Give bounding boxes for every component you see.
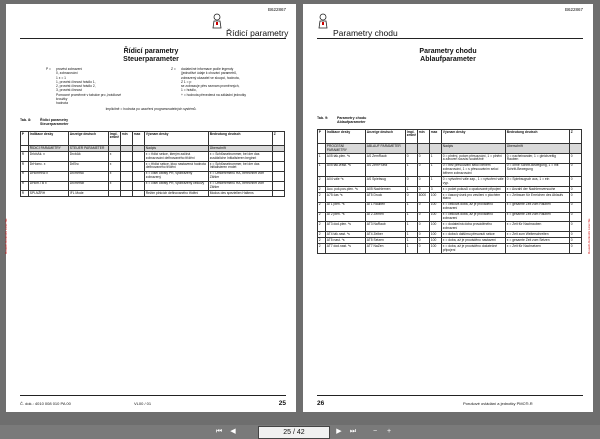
page-25 [6, 4, 296, 412]
legend-text: 1 = hrádlo, [181, 88, 197, 93]
table-cell: ABLAUF PARAMETER [366, 144, 406, 154]
table-row [318, 244, 582, 254]
table-cell: 0 [570, 187, 582, 193]
table-cell: x = Umkehrmenü HA, berechnet vom Zähler [209, 171, 273, 181]
column-header: Z [570, 130, 582, 144]
table-cell: 0 [418, 187, 430, 193]
legend-text: 0, zobrazování [56, 71, 78, 76]
table-cell: DHcmHNc x [29, 171, 69, 181]
table-row [318, 212, 582, 222]
table-cell: x [109, 161, 121, 171]
table-cell: x = časový úsek pro zesílení v plochém stavu [442, 193, 506, 203]
table-cell: AT5 nast. *s [326, 238, 366, 244]
table-cell: R [21, 191, 29, 197]
header-rule [317, 38, 583, 39]
table-cell: 0 [570, 244, 582, 254]
legend-text: se zobrazuje přes seznam proměnných, [181, 84, 240, 89]
table-cell: Aco. pok.pos.plen. *s [326, 187, 366, 193]
note: Implicitně = hodnota po uzavření programovatelných systémů. [105, 107, 197, 111]
table-cell [273, 191, 285, 197]
table-cell: 0 [570, 153, 582, 163]
table-cell: x = celková doba, až je prováděno zobrazení [442, 202, 506, 212]
table-cell [318, 144, 326, 154]
table-cell: AT3 dod.plen. *s [326, 222, 366, 232]
table-cell: AT2 plen. *s [326, 212, 366, 222]
table-caption: Tab. 9: Parametry chodu Ablaufparameter [317, 116, 367, 125]
table-cell: DrHomc. x [29, 161, 69, 171]
table-row [318, 222, 582, 232]
table-cell: x = Schlüsselnummer, bei der das zusätzliche Initialisieren beginnt [209, 152, 273, 162]
table-cell: 1 [406, 202, 418, 212]
table-cell: 1 [406, 212, 418, 222]
page-number: 26 [317, 400, 325, 407]
table-cell: x = Schlüsselnummer, bei der das Initialisieren endet [209, 161, 273, 171]
table-cell: 2 [318, 238, 326, 244]
table-cell: x = Anzahl der Nachlernversuche [506, 187, 570, 193]
table-cell: 0 [418, 232, 430, 238]
table-cell: 2 [318, 222, 326, 232]
table-cell: A05 ták.plen. *s [326, 153, 366, 163]
legend-text: 3, provést činnost [56, 88, 82, 93]
table-cell: x = doba, až je prováděno dodatečné připojení [442, 244, 506, 254]
table-cell: 100 [430, 193, 442, 203]
column-header: Impl. zmíně [109, 132, 121, 146]
table-cell: R [21, 171, 29, 181]
prev-page-button[interactable]: ◀ [230, 428, 236, 435]
column-header: Anzeige deutsch [366, 130, 406, 144]
table-cell: x = gesamte Zeit zum Setzen [506, 238, 570, 244]
table-cell: 0 [418, 212, 430, 222]
doc-id: B622867 [267, 7, 286, 12]
table-cell: 0 [406, 177, 418, 187]
viewer-toolbar [0, 425, 600, 439]
table-cell: 1 [430, 153, 442, 163]
zoom-out-button[interactable]: − [372, 428, 378, 435]
table-cell [273, 181, 285, 191]
table-cell: AS ZemRaub [366, 153, 406, 163]
table-cell: 0 [418, 153, 430, 163]
table-cell: 1 [406, 187, 418, 193]
table-cell: 1 [430, 177, 442, 187]
legend-left [46, 67, 156, 106]
table-row [21, 191, 285, 197]
table-cell [121, 161, 133, 171]
zoom-in-button[interactable]: + [386, 428, 392, 435]
table-cell: 2 [318, 232, 326, 238]
table-cell: 100 [430, 232, 442, 238]
legend-text: zobrazený ukazatel ve sloupci, hodnota, [181, 75, 240, 80]
table-row [318, 144, 582, 154]
table-cell: 100 [430, 238, 442, 244]
table-cell: R [21, 181, 29, 191]
table-cell: 0 [406, 193, 418, 203]
table-cell: DrcmHNc [69, 171, 109, 181]
table-cell: ŘÍDICÍ PARAMETRY [29, 146, 69, 152]
table-cell: 1 [430, 163, 442, 177]
table-cell: 0 [406, 153, 418, 163]
column-header: Bedeutung deutsch [209, 132, 273, 146]
column-header: max [430, 130, 442, 144]
column-header: Impl. zmíně [406, 130, 418, 144]
margin-note: Rousch-Kontrolní Liner SE [4, 218, 8, 254]
page-title: Řídicí parametry Steuerparameter [123, 48, 179, 63]
table-cell [121, 171, 133, 181]
table-cell: x = dodatečná doba prováděného zobrazení [442, 222, 506, 232]
table-cell [133, 181, 145, 191]
legend-text: (jednotlivé údaje k chování parametrů, [181, 71, 237, 76]
legend-text: Z 1 = p [181, 79, 192, 84]
table-cell: 100 [430, 244, 442, 254]
header-title: Řídicí parametry [226, 28, 289, 38]
table-cell: AT7 NaZen [366, 244, 406, 254]
table-cell: R [21, 152, 29, 162]
table-cell: x = Umkehrmenü HA, berechnet vom Zähler [209, 181, 273, 191]
table-cell: 0 [570, 202, 582, 212]
legend-text: kroužky [56, 97, 68, 102]
table-cell: DHcm.TB x [29, 181, 69, 191]
table-cell: A75 čas *s [326, 193, 366, 203]
table-cell: 0 [570, 212, 582, 222]
table-row [318, 163, 582, 177]
table-cell: AT1 Rauben [366, 202, 406, 212]
page-title: Parametry chodu Ablaufparameter [419, 48, 477, 63]
table-cell: A05 ták.vrast. *s [326, 163, 366, 177]
footer-version: VL00 / 01 [134, 401, 152, 406]
table-cell: SPLNŽRH [29, 191, 69, 197]
table-row [21, 181, 285, 191]
table-cell: AT2 Zemen [366, 212, 406, 222]
table-cell: 0 [418, 222, 430, 232]
page-number: 25 [278, 400, 286, 407]
table-cell: 0 = ohne Schritt-Bewegung, 1 = mit Schritt-Bewegung [506, 163, 570, 177]
table-cell [121, 181, 133, 191]
legend-text: 1, provést činnost hrádlo 1, [56, 79, 96, 84]
table-cell: x = doba k dalšímu přesunutí sekce [442, 232, 506, 238]
table-cell: 0 = Spiebsugsch aus, 1 = ein [506, 177, 570, 187]
table-cell: x = čísel obraty PR, vyobrazený celkový [145, 181, 209, 191]
table-cell [430, 144, 442, 154]
table-cell: PROCESNÍ PARAMETRY [326, 144, 366, 154]
table-cell [121, 191, 133, 197]
table-cell: x = Zeitraum für Erreichen des Ablaufs [506, 193, 570, 203]
table-cell: 1 [406, 244, 418, 254]
table-cell [133, 171, 145, 181]
table-cell [109, 191, 121, 197]
legend-text: hodnota [56, 101, 68, 106]
table-cell: 2 [318, 212, 326, 222]
table-cell: 0 [570, 232, 582, 238]
table-row [21, 161, 285, 171]
page-26 [303, 4, 593, 412]
table-cell: Nadpis [442, 144, 506, 154]
table-cell [406, 144, 418, 154]
table-cell: Modus des speziellen Haltens [209, 191, 273, 197]
footer-title: Porušové ovládání a jednotky PMC®-R [463, 401, 533, 406]
operator-icon [317, 13, 329, 29]
table-cell: 0 [418, 238, 430, 244]
table-cell [133, 191, 145, 197]
table-row [318, 193, 582, 203]
column-header: Indikace desky [326, 130, 366, 144]
table-cell: AT5 Setzen [366, 238, 406, 244]
table-cell: 1 [318, 163, 326, 177]
table-cell: 0 = plnění, potom přesouvání, 1 = plnění a zároveň souvisí souběžně [442, 153, 506, 163]
table-cell: 0 [570, 177, 582, 187]
table-cell: 1 [406, 163, 418, 177]
table-cell: 0 [570, 238, 582, 244]
table-cell: 100 [430, 202, 442, 212]
legend-code: P = [46, 67, 51, 71]
table-cell: x = řídicí sekce, kterým začíná zobrazování definovaného třídění [145, 152, 209, 162]
table-cell: 3 [430, 187, 442, 193]
page-indicator-input[interactable]: 25 / 42 [258, 426, 330, 439]
table-cell: AT5 Druck [366, 193, 406, 203]
table-cell: 0 = vytvoření vále zap., 1 = vytvoření vále vyp. [442, 176, 504, 185]
table-cell: 2 [318, 244, 326, 254]
table-cell: DrlcbAk. x [29, 152, 69, 162]
column-header: Z [273, 132, 285, 146]
column-header: Anzeige deutsch [69, 132, 109, 146]
legend-text: 2, provést činnost hrádlo 2, [56, 84, 96, 89]
column-header: Bedeutung deutsch [506, 130, 570, 144]
table-cell: 0 [418, 163, 430, 177]
table-cell: 0 [418, 244, 430, 254]
doc-id: B622867 [564, 7, 583, 12]
table-cell: x [109, 171, 121, 181]
table-cell: 100 [430, 222, 442, 232]
first-page-button[interactable]: ⏮ [215, 428, 223, 435]
table-cell [273, 171, 285, 181]
table-row [21, 171, 285, 181]
table-cell: 1 [406, 238, 418, 244]
table-cell: x = počet pokusů o opakované připojení [442, 187, 506, 193]
table-row [21, 152, 285, 162]
table-cell: 0 [418, 202, 430, 212]
table-cell: x = gesamte Zeit zum Rauben [506, 212, 570, 222]
table-cell [418, 144, 430, 154]
table-cell: Nadpis [145, 146, 209, 152]
operator-icon [211, 13, 223, 29]
table-cell [273, 152, 285, 162]
table-cell: 0 [570, 163, 582, 177]
legend-text: dodatečné informace podle legendy [181, 67, 234, 71]
table-cell: 0 [570, 222, 582, 232]
footer-rule [317, 395, 583, 396]
table-cell: x = doba, až je prováděno nastavení [442, 238, 506, 244]
table-cell: DrEhc [69, 161, 109, 171]
steuerparameter-table [20, 131, 285, 197]
table-cell: x = Zeit zum Weiterschreiten [506, 232, 570, 238]
ablaufparameter-table [317, 129, 582, 254]
table-cell: AT4 Zeiber [366, 232, 406, 238]
column-header: P [318, 130, 326, 144]
table-cell [570, 144, 582, 154]
legend-text: + = hodnota převedená na základní jednotky [181, 92, 247, 97]
legend-line [171, 93, 281, 97]
table-cell: 1 [406, 222, 418, 232]
table-cell: 8000 [418, 193, 430, 203]
table-cell: x [109, 152, 121, 162]
table-cell: AT1 plen. *s [326, 202, 366, 212]
column-header: min [121, 132, 133, 146]
table-cell: A05 Nachlernen [366, 187, 406, 193]
table-cell: x = Zeit für Nachsetzen [506, 244, 570, 254]
table-cell [121, 152, 133, 162]
table-cell: 1 [318, 153, 326, 163]
table-cell: DrcbAk [69, 152, 109, 162]
table-cell: AS Zem+Setz [366, 163, 406, 177]
legend-text: provést zobrazení [56, 67, 83, 71]
column-header: Význam desky [442, 130, 506, 144]
table-cell: 100 [430, 212, 442, 222]
column-header: min [418, 130, 430, 144]
table-cell [273, 161, 285, 171]
legend-right [171, 67, 281, 97]
column-header: max [133, 132, 145, 146]
column-header: Význam desky [145, 132, 209, 146]
header-rule [20, 38, 286, 39]
column-header: Indikace desky [29, 132, 69, 146]
table-cell: 2 [318, 177, 326, 187]
table-cell: 0 [570, 193, 582, 203]
table-cell: 2 [318, 187, 326, 193]
table-cell: AT7 dod.nast. *s [326, 244, 366, 254]
next-page-button[interactable]: ▶ [336, 428, 342, 435]
table-row [318, 177, 582, 187]
table-cell: IFL Mode [69, 191, 109, 197]
table-cell: Režim plnicích definovaného třídění [145, 191, 209, 197]
table-cell: 2 [318, 202, 326, 212]
margin-note: Rousch-Kontrolní Liner SE [587, 218, 591, 254]
table-cell: Überschrift [209, 146, 273, 152]
table-cell: DrcmHNb [69, 181, 109, 191]
table-cell: x = Zeit für Nachrauben [506, 222, 570, 232]
table-caption: Tab. 8: Řídicí parametry Steuerparameter [20, 118, 69, 127]
table-cell: x = celková doba, až je prováděno zobrazení [442, 212, 506, 222]
table-cell: Überschrift [506, 144, 570, 154]
table-cell: STEUER PARAMETER [69, 146, 109, 152]
table-cell: 0 = bez přesouvání sekcí během zobrazování, 1 = s přesouváním sekcí během zobrazování [442, 163, 506, 177]
table-cell: x = třídicí sekce, ktou nastavená hodnota definovaného třídění [145, 161, 209, 171]
table-cell: 1 [406, 232, 418, 238]
footer-doc-number: Č. dok.: 4010 008 010 PA 00 [20, 401, 71, 406]
table-cell: AT4 ták.nast. *s [326, 232, 366, 238]
table-row [318, 153, 582, 163]
table-cell: A04 vále *s [326, 177, 366, 187]
legend-line [46, 101, 156, 105]
table-row [318, 202, 582, 212]
table-cell: x [109, 181, 121, 191]
header-title: Parametry chodu [333, 28, 398, 38]
table-cell: R [21, 161, 29, 171]
column-header: P [21, 132, 29, 146]
table-cell: 2 [318, 193, 326, 203]
table-cell: AT3 NaRaub [366, 222, 406, 232]
last-page-button[interactable]: ⏭ [349, 428, 357, 435]
legend-code: Z = [171, 67, 176, 71]
table-cell [133, 161, 145, 171]
table-cell: x = gesamte Zeit zum Rauben [506, 202, 570, 212]
table-cell: AS Spiebsug [366, 177, 406, 187]
table-cell [133, 152, 145, 162]
footer-rule [20, 395, 286, 396]
table-cell: x = čísel obraty PR, vyobrazený zobrazený [145, 171, 209, 181]
legend-text: 1 x = 1 [56, 75, 66, 80]
legend-text: Pomocné proměnné v tabulce pro „hrádkové [56, 92, 122, 97]
table-cell: 0 = nacheinander, 1 = gleichzeitig Rauben [506, 153, 570, 163]
table-cell: 0 [418, 177, 430, 187]
